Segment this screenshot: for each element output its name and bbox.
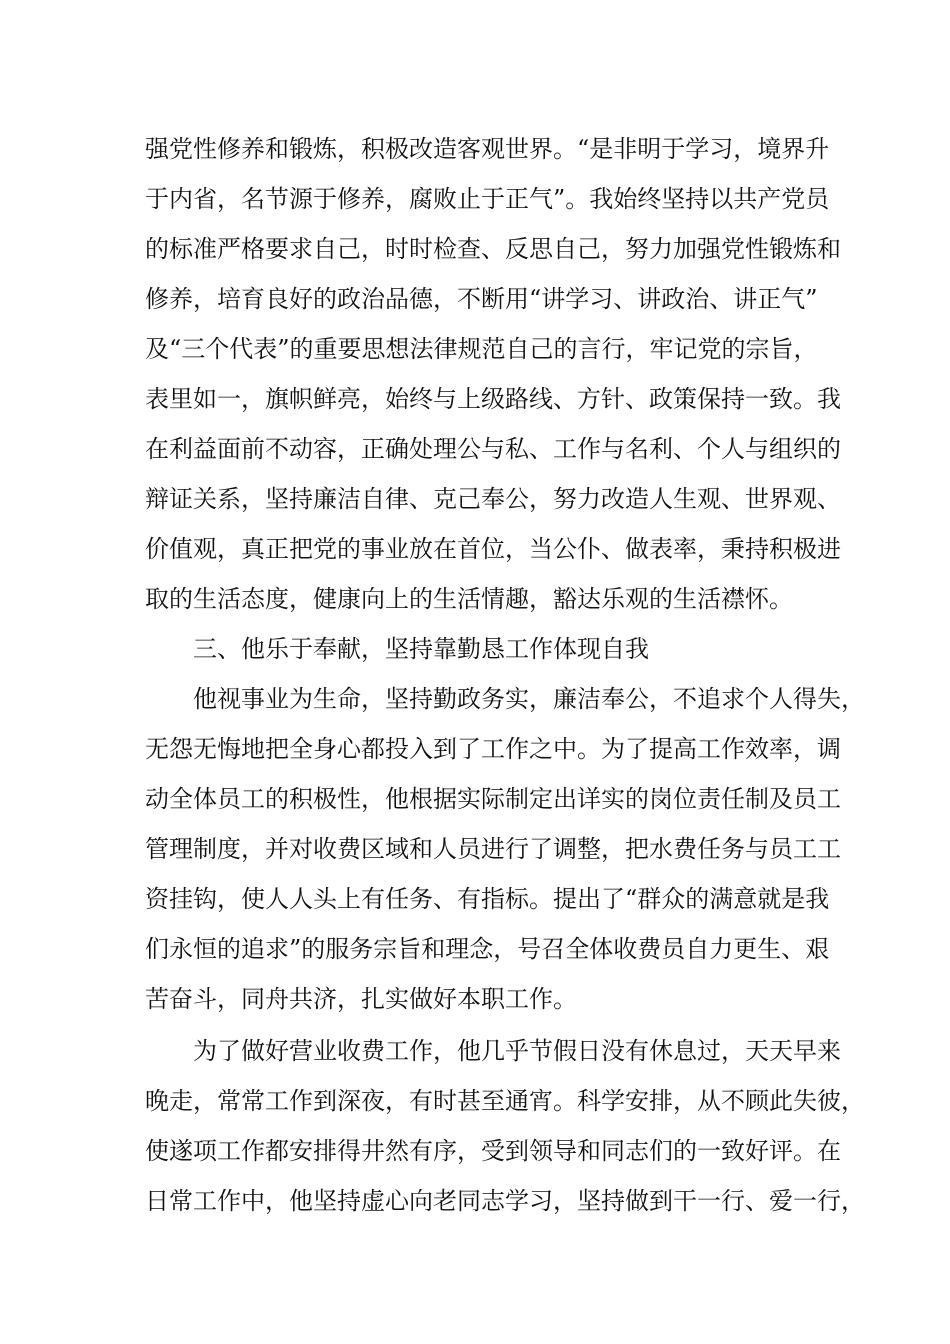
text-line: 使遂项工作都安排得井然有序，受到领导和同志们的一致好评。在	[145, 1137, 841, 1165]
text-line: 取的生活态度，健康向上的生活情趣，豁达乐观的生活襟怀。	[145, 585, 793, 613]
body-text	[145, 124, 865, 1226]
text-line: 及“三个代表”的重要思想法律规范自己的言行，牢记党的宗旨，	[145, 335, 818, 363]
text-line: 的标准严格要求自己，时时检查、反思自己，努力加强党性锻炼和	[145, 235, 841, 263]
text-line: 于内省，名节源于修养，腐败止于正气”。我始终坚持以共产党员	[145, 185, 830, 213]
text-line: 辩证关系，坚持廉洁自律、克己奉公，努力改造人生观、世界观、	[145, 485, 841, 513]
text-line: 价值观，真正把党的事业放在首位，当公仆、做表率，秉持积极进	[145, 535, 841, 563]
text-line: 资挂钩，使人人头上有任务、有指标。提出了“群众的满意就是我	[145, 885, 830, 913]
text-line: 在利益面前不动容，正确处理公与私、工作与名利、个人与组织的	[145, 435, 841, 463]
text-line: 表里如一，旗帜鲜亮，始终与上级路线、方针、政策保持一致。我	[145, 385, 841, 413]
text-line: 晚走，常常工作到深夜，有时甚至通宵。科学安排，从不顾此失彼，	[145, 1087, 865, 1115]
text-line: 强党性修养和锻炼，积极改造客观世界。“是非明于学习，境界升	[145, 135, 830, 163]
text-line: 苦奋斗，同舟共济，扎实做好本职工作。	[145, 985, 577, 1013]
text-line: 为了做好营业收费工作，他几乎节假日没有休息过，天天早来	[193, 1037, 841, 1065]
section-heading: 三、他乐于奉献，坚持靠勤恳工作体现自我	[193, 635, 649, 663]
text-line: 他视事业为生命，坚持勤政务实，廉洁奉公，不追求个人得失，	[193, 685, 865, 713]
text-line: 无怨无悔地把全身心都投入到了工作之中。为了提高工作效率，调	[145, 735, 841, 763]
text-line: 动全体员工的积极性，他根据实际制定出详实的岗位责任制及员工	[145, 785, 841, 813]
text-line: 管理制度，并对收费区域和人员进行了调整，把水费任务与员工工	[145, 835, 841, 863]
text-line: 日常工作中，他坚持虚心向老同志学习，坚持做到干一行、爱一行，	[145, 1187, 865, 1215]
text-line: 们永恒的追求”的服务宗旨和理念，号召全体收费员自力更生、艰	[145, 935, 830, 963]
text-line: 修养，培育良好的政治品德，不断用“讲学习、讲政治、讲正气”	[145, 285, 818, 313]
